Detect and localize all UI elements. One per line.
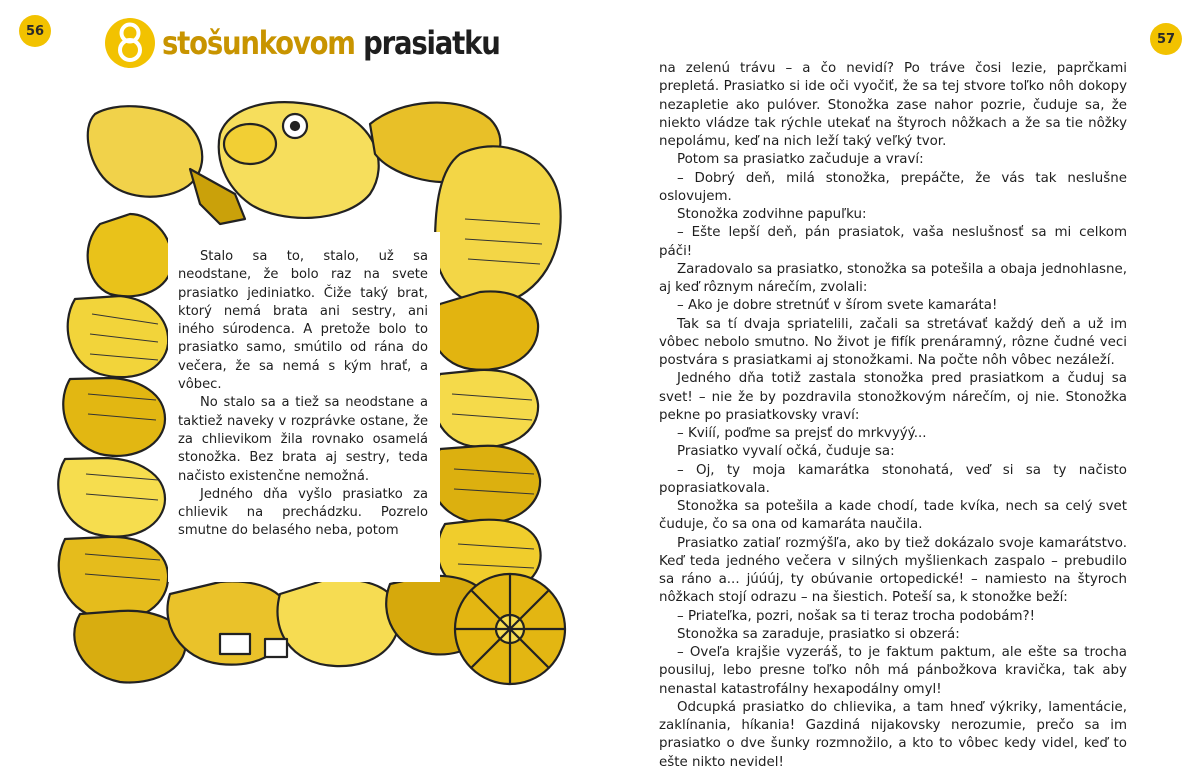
- paragraph: – Kviíí, poďme sa prejsť do mrkvyýý...: [677, 426, 927, 441]
- centipede-segment-left: [88, 214, 172, 296]
- paragraph: – Oj, ty moja kamarátka stonohatá, veď si sa ty načisto poprasiatkovala.: [659, 462, 1127, 496]
- paragraph: Jedného dňa vyšlo prasiatko za chlievik na prechádzku. Pozrelo smutne do belasého neba, potom: [178, 486, 428, 539]
- right-page-text: [659, 60, 1127, 772]
- left-page-text: [178, 248, 428, 541]
- paragraph: – Dobrý deň, milá stonožka, prepáčte, že vás tak neslušne oslovujem.: [659, 170, 1127, 204]
- paragraph: Zaradovalo sa prasiatko, stonožka sa potešila a obaja jednohlasne, aj keď rôznym nárečím, zvolali:: [659, 261, 1127, 295]
- page-number-left: 56: [19, 15, 51, 47]
- title-word-2: prasiatku: [363, 24, 500, 62]
- paragraph: Stonožka sa zaraduje, prasiatko si obzerá:: [677, 626, 960, 642]
- centipede-segment-right: [433, 370, 538, 447]
- figure-eight-logo-icon: [104, 17, 156, 69]
- page-number-right: 57: [1150, 23, 1182, 55]
- paragraph: – Ako je dobre stretnúť v šírom svete kamaráta!: [677, 298, 998, 314]
- paragraph: Prasiatko vyvalí očká, čuduje sa:: [677, 444, 895, 460]
- paragraph: Prasiatko zatiaľ rozmýšľa, ako by tiež dokázalo svoje kamarátstvo. Keď teda jedného večera v silných myšlienkach zaspalo – prebudilo sa ráno a... júúúj, ty obúvanie ortopedické! – namiesto na štyroch nôžkach stojí odrazu – na šiestich. Poteší sa, k stonožke beží:: [659, 535, 1127, 606]
- paragraph: No stalo sa a tiež sa neodstane a taktiež naveky v rozprávke ostane, že za chlievikom žila rovnako osamelá stonožka. Bez brata aj sestry, teda načisto existenčne nemožná.: [178, 395, 428, 484]
- paragraph: – Ešte lepší deň, pán prasiatok, vaša neslušnosť sa mi celkom páči!: [659, 225, 1127, 259]
- paragraph: Jedného dňa totiž zastala stonožka pred prasiatkom a čuduj sa svet! – nie že by pozdravila stonožkovým nárečím, oj nie. Stonožka pekne po prasiatkovsky vraví:: [659, 371, 1127, 423]
- pig-figure-left: [88, 106, 202, 197]
- chapter-title: [104, 17, 555, 69]
- paragraph: Odcupká prasiatko do chlievika, a tam hneď výkriky, lamentácie, zaklínania, híkania! Gazdiná nijakovsky nerozumie, prečo sa im prasiatko o dve šunky rozmnožilo, a kto to vôbec kedy videl, keď to ešte nikto nevidel!: [659, 699, 1127, 770]
- paragraph: Potom sa prasiatko začuduje a vraví:: [677, 152, 924, 168]
- paragraph: Tak sa tí dvaja spriatelili, začali sa stretávať každý deň a už im vôbec nebolo smutno. No život je fifík prenáramný, rôzne čudné veci postvára s prasiatkami aj stonožkami. Na počte nôh vôbec nezáleží.: [659, 316, 1127, 368]
- paragraph: Stonožka sa potešila a kade chodí, tade kvíka, nech sa celý svet čuduje, čo sa ona od kamaráta naučila.: [659, 499, 1127, 533]
- paragraph: – Oveľa krajšie vyzeráš, to je faktum paktum, ale ešte sa trocha pousiluj, lebo presne toľko nôh má pánbožkova kravička, tak aby nenastal katastrofálny hexapodálny omyl!: [659, 645, 1127, 697]
- paragraph: na zelenú trávu – a čo nevidí? Po tráve čosi lezie, paprčkami prepletá. Prasiatko si ide oči vyočiť, že sa tej stvore toľko nôh dokopy nezapletie ako pulóver. Stonožka zase nahor pozrie, čuduje sa, že niekto vládze tak rýchle utekať na štyroch nôžkach a že sa tie nôžky nepolámu, keď na nich leží taký veľký tvor.: [659, 61, 1127, 149]
- title-word-1: stošunkovom: [162, 24, 355, 62]
- paragraph: – Priateľka, pozri, nošak sa ti teraz trocha podobám?!: [677, 608, 1036, 624]
- paragraph: Stonožka zodvihne papuľku:: [677, 207, 867, 222]
- paragraph: Stalo sa to, stalo, už sa neodstane, že bolo raz na svete prasiatko jediniatko. Čiže taký brat, ktorý nemá brata ani sestry, ani iného súrodenca. A pretože bolo to prasiatko samo, smútilo od rána do večera, že sa nemá s kým hrať, a vôbec.: [178, 249, 428, 393]
